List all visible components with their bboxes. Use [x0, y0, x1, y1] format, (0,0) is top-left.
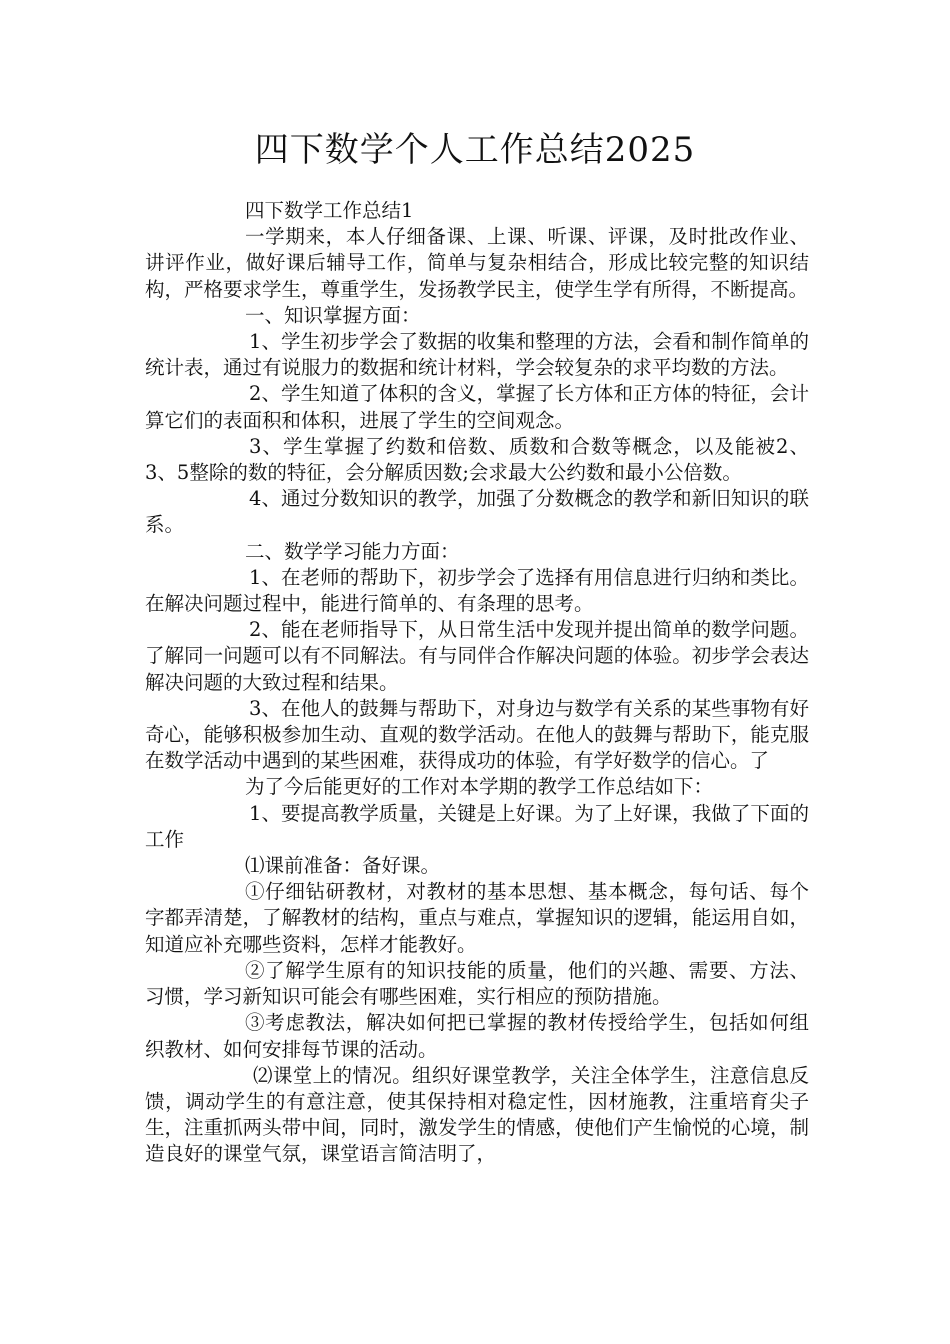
- paragraph: ③考虑教法，解决如何把已掌握的教材传授给学生，包括如何组织教材、如何安排每节课的活动。: [145, 1011, 809, 1061]
- paragraph: ⑴课前准备：备好课。: [245, 854, 441, 878]
- document-body: [145, 198, 809, 1168]
- paragraph: 2、学生知道了体积的含义，掌握了长方体和正方体的特征，会计算它们的表面积和体积，进展了学生的空间观念。: [145, 382, 809, 432]
- section-heading: 四下数学工作总结1: [245, 199, 414, 222]
- paragraph: 2、能在老师指导下，从日常生活中发现并提出简单的数学问题。了解同一问题可以有不同解法。有与同伴合作解决问题的体验。初步学会表达解决问题的大致过程和结果。: [145, 618, 809, 694]
- paragraph: 1、学生初步学会了数据的收集和整理的方法，会看和制作简单的统计表，通过有说服力的数据和统计材料，学会较复杂的求平均数的方法。: [145, 330, 809, 380]
- paragraph: 3、学生掌握了约数和倍数、质数和合数等概念，以及能被2、3、5整除的数的特征，会分解质因数;会求最大公约数和最小公倍数。: [145, 434, 809, 485]
- paragraph: 3、在他人的鼓舞与帮助下，对身边与数学有关系的某些事物有好奇心，能够积极参加生动、直观的数学活动。在他人的鼓舞与帮助下，能克服在数学活动中遇到的某些困难，获得成功的体验，有学好数学的信心。了: [145, 696, 809, 773]
- paragraph: 1、要提高教学质量，关键是上好课。为了上好课，我做了下面的工作: [145, 801, 809, 851]
- paragraph: ⑵课堂上的情况。组织好课堂教学，关注全体学生，注意信息反馈，调动学生的有意注意，使其保持相对稳定性，因材施教，注重培育尖子生，注重抓两头带中间，同时，激发学生的情感，使他们产生愉悦的心境，制造良好的课堂气氛，课堂语言简洁明了，: [145, 1063, 809, 1166]
- paragraph: 1、在老师的帮助下，初步学会了选择有用信息进行归纳和类比。在解决问题过程中，能进行简单的、有条理的思考。: [145, 565, 809, 616]
- paragraph: 为了今后能更好的工作对本学期的教学工作总结如下：: [245, 775, 714, 799]
- paragraph: 一学期来，本人仔细备课、上课、听课、评课，及时批改作业、讲评作业，做好课后辅导工作，简单与复杂相结合，形成比较完整的知识结构，严格要求学生，尊重学生，发扬教学民主，使学生学有所得，不断提高。: [145, 225, 809, 301]
- section-heading: 一、知识掌握方面：: [245, 303, 421, 327]
- paragraph: ②了解学生原有的知识技能的质量，他们的兴趣、需要、方法、习惯，学习新知识可能会有哪些困难，实行相应的预防措施。: [145, 958, 809, 1009]
- document-title: 四下数学个人工作总结2025: [254, 130, 696, 170]
- section-heading: 二、数学学习能力方面：: [245, 539, 460, 563]
- paragraph: ①仔细钻研教材，对教材的基本思想、基本概念，每句话、每个字都弄清楚，了解教材的结构，重点与难点，掌握知识的逻辑，能运用自如，知道应补充哪些资料，怎样才能教好。: [145, 880, 809, 956]
- paragraph: 4、通过分数知识的教学，加强了分数概念的教学和新旧知识的联系。: [145, 487, 809, 537]
